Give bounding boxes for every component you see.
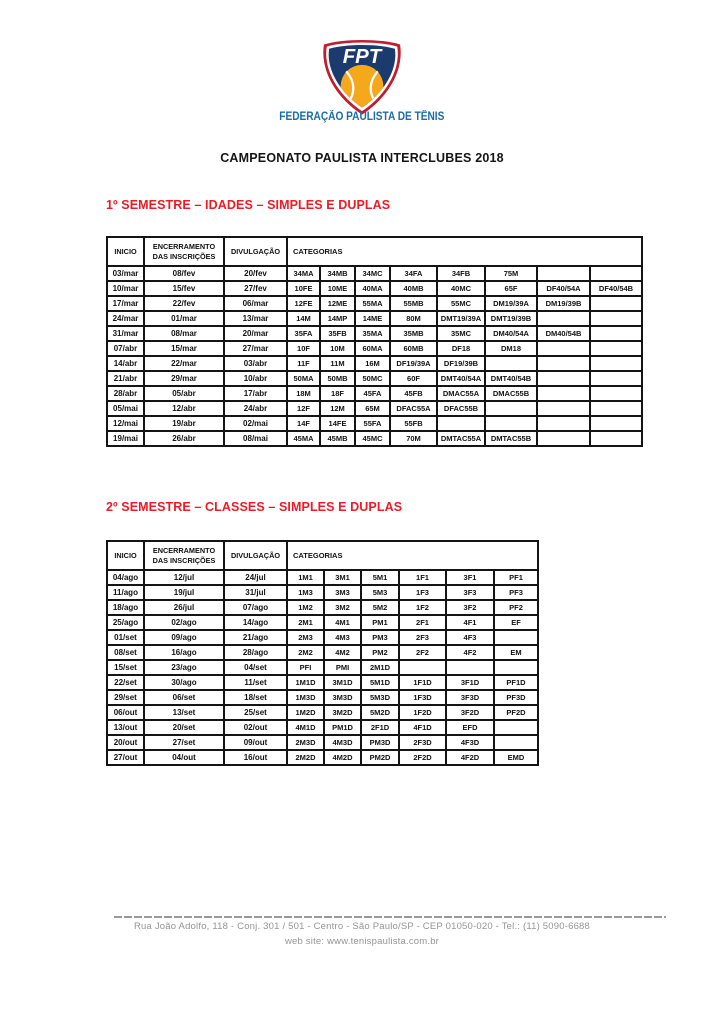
date-cell: 09/ago <box>144 630 224 645</box>
category-cell: PM2 <box>361 645 399 660</box>
category-cell: 4M1D <box>287 720 324 735</box>
category-cell: 45MC <box>355 431 390 446</box>
date-cell: 04/set <box>224 660 287 675</box>
category-cell: 1F2D <box>399 705 446 720</box>
category-cell: 5M1D <box>361 675 399 690</box>
category-cell: 4F1D <box>399 720 446 735</box>
category-cell: 45MA <box>287 431 320 446</box>
category-cell: 60MB <box>390 341 437 356</box>
category-cell: 40MA <box>355 281 390 296</box>
category-cell <box>494 720 538 735</box>
category-cell: 35MC <box>437 326 485 341</box>
category-cell: 3F1D <box>446 675 494 690</box>
table-row <box>107 416 642 431</box>
category-cell: 11M <box>320 356 355 371</box>
table-row <box>107 675 538 690</box>
category-cell <box>485 356 537 371</box>
category-cell: 2F2D <box>399 750 446 765</box>
category-cell: 4M3 <box>324 630 361 645</box>
date-cell: 25/ago <box>107 615 144 630</box>
category-cell: DM40/54B <box>537 326 590 341</box>
table-row <box>107 431 642 446</box>
category-cell <box>399 660 446 675</box>
table-row <box>107 266 642 281</box>
category-cell: 60MA <box>355 341 390 356</box>
date-cell: 07/abr <box>107 341 144 356</box>
date-cell: 23/ago <box>144 660 224 675</box>
category-cell: 2M1D <box>361 660 399 675</box>
category-cell: 3F3 <box>446 585 494 600</box>
date-cell: 27/fev <box>224 281 287 296</box>
date-cell: 29/mar <box>144 371 224 386</box>
date-cell: 25/set <box>224 705 287 720</box>
date-cell: 21/abr <box>107 371 144 386</box>
date-cell: 27/set <box>144 735 224 750</box>
table-row <box>107 735 538 750</box>
column-header-divulgacao: DIVULGAÇÃO <box>224 237 287 266</box>
category-cell: 3F2 <box>446 600 494 615</box>
column-header-inicio: INICIO <box>107 237 144 266</box>
category-cell: 3M1 <box>324 570 361 585</box>
category-cell <box>485 416 537 431</box>
category-cell <box>590 386 642 401</box>
table-row <box>107 356 642 371</box>
category-cell: DFAC55A <box>390 401 437 416</box>
date-cell: 09/out <box>224 735 287 750</box>
category-cell: 75M <box>485 266 537 281</box>
date-cell: 02/out <box>224 720 287 735</box>
table-row <box>107 341 642 356</box>
category-cell <box>537 356 590 371</box>
table-row <box>107 600 538 615</box>
category-cell <box>590 356 642 371</box>
category-cell: 4F3 <box>446 630 494 645</box>
table-row <box>107 645 538 660</box>
table-row <box>107 615 538 630</box>
category-cell: 4F2D <box>446 750 494 765</box>
category-cell: EF <box>494 615 538 630</box>
category-cell <box>437 416 485 431</box>
table-row <box>107 705 538 720</box>
date-cell: 15/mar <box>144 341 224 356</box>
category-cell <box>590 311 642 326</box>
category-cell: 14M <box>287 311 320 326</box>
category-cell: 55MA <box>355 296 390 311</box>
date-cell: 17/mar <box>107 296 144 311</box>
date-cell: 12/abr <box>144 401 224 416</box>
category-cell: 5M2 <box>361 600 399 615</box>
category-cell: 40MC <box>437 281 485 296</box>
category-cell <box>590 431 642 446</box>
category-cell: 4M2D <box>324 750 361 765</box>
category-cell <box>537 401 590 416</box>
category-cell: DMTAC55B <box>485 431 537 446</box>
category-cell: 2M2D <box>287 750 324 765</box>
section-heading-semester-2: 2º SEMESTRE – CLASSES – SIMPLES E DUPLAS <box>106 500 403 514</box>
category-cell: EMD <box>494 750 538 765</box>
date-cell: 16/ago <box>144 645 224 660</box>
category-cell: 18M <box>287 386 320 401</box>
category-cell: 65M <box>355 401 390 416</box>
date-cell: 15/set <box>107 660 144 675</box>
date-cell: 28/ago <box>224 645 287 660</box>
category-cell: 3M2D <box>324 705 361 720</box>
category-cell: DM18 <box>485 341 537 356</box>
date-cell: 12/jul <box>144 570 224 585</box>
category-cell: DMTAC55A <box>437 431 485 446</box>
category-cell: DF19/39A <box>390 356 437 371</box>
category-cell: 1M1 <box>287 570 324 585</box>
category-cell <box>590 371 642 386</box>
table-row <box>107 570 538 585</box>
table-row <box>107 296 642 311</box>
schedule-table-semester-1 <box>106 236 643 447</box>
category-cell: 3M3 <box>324 585 361 600</box>
table-row <box>107 281 642 296</box>
category-cell: 34FA <box>390 266 437 281</box>
date-cell: 13/out <box>107 720 144 735</box>
category-cell: 65F <box>485 281 537 296</box>
category-cell: 1F2 <box>399 600 446 615</box>
schedule-table-semester-2 <box>106 540 539 766</box>
date-cell: 08/set <box>107 645 144 660</box>
category-cell: 55MC <box>437 296 485 311</box>
category-cell: PF2 <box>494 600 538 615</box>
category-cell: 50MB <box>320 371 355 386</box>
category-cell: PF1 <box>494 570 538 585</box>
category-cell: DMAC55A <box>437 386 485 401</box>
footer-address: Rua João Adolfo, 118 - Conj. 301 / 501 - Centro - São Paulo/SP - CEP 01050-020 - Tel.: (11) 5090-6688 <box>133 921 591 932</box>
category-cell: 4M1 <box>324 615 361 630</box>
date-cell: 31/mar <box>107 326 144 341</box>
category-cell <box>590 296 642 311</box>
category-cell: 14MP <box>320 311 355 326</box>
date-cell: 06/out <box>107 705 144 720</box>
category-cell: 45MB <box>320 431 355 446</box>
page-title: CAMPEONATO PAULISTA INTERCLUBES 2018 <box>220 151 504 165</box>
column-header-encerramento: ENCERRAMENTO DAS INSCRIÇÕES <box>144 541 224 570</box>
category-cell: 5M1 <box>361 570 399 585</box>
category-cell: 12FE <box>287 296 320 311</box>
category-cell: 14F <box>287 416 320 431</box>
logo-fpt-text: FPT <box>342 46 382 69</box>
category-cell: 2F3 <box>399 630 446 645</box>
category-cell: PF2D <box>494 705 538 720</box>
table-row <box>107 690 538 705</box>
table-row <box>107 311 642 326</box>
date-cell: 14/abr <box>107 356 144 371</box>
category-cell: 2M3D <box>287 735 324 750</box>
organization-name: FEDERAÇÃO PAULISTA DE TÊNIS <box>279 111 445 123</box>
footer-website: web site: www.tenispaulista.com.br <box>284 936 440 947</box>
header-row <box>107 237 642 266</box>
date-cell: 19/abr <box>144 416 224 431</box>
category-cell: 45FB <box>390 386 437 401</box>
date-cell: 19/mai <box>107 431 144 446</box>
category-cell: EM <box>494 645 538 660</box>
category-cell <box>590 416 642 431</box>
date-cell: 22/fev <box>144 296 224 311</box>
category-cell: 3M2 <box>324 600 361 615</box>
category-cell: 16M <box>355 356 390 371</box>
category-cell: 80M <box>390 311 437 326</box>
date-cell: 05/mai <box>107 401 144 416</box>
category-cell <box>590 341 642 356</box>
category-cell: 70M <box>390 431 437 446</box>
category-cell: DM19/39A <box>485 296 537 311</box>
category-cell: DMAC55B <box>485 386 537 401</box>
date-cell: 13/mar <box>224 311 287 326</box>
date-cell: 15/fev <box>144 281 224 296</box>
category-cell <box>537 386 590 401</box>
column-header-divulgacao: DIVULGAÇÃO <box>224 541 287 570</box>
category-cell: 35FA <box>287 326 320 341</box>
category-cell: PM3D <box>361 735 399 750</box>
date-cell: 24/jul <box>224 570 287 585</box>
date-cell: 16/out <box>224 750 287 765</box>
category-cell: 12ME <box>320 296 355 311</box>
date-cell: 06/mar <box>224 296 287 311</box>
column-header-categorias: CATEGORIAS <box>287 237 642 266</box>
date-cell: 08/fev <box>144 266 224 281</box>
category-cell: 40MB <box>390 281 437 296</box>
date-cell: 10/mar <box>107 281 144 296</box>
category-cell: 1F3D <box>399 690 446 705</box>
category-cell: PF3 <box>494 585 538 600</box>
date-cell: 20/out <box>107 735 144 750</box>
category-cell: 50MC <box>355 371 390 386</box>
category-cell: 3M3D <box>324 690 361 705</box>
category-cell: 4F3D <box>446 735 494 750</box>
date-cell: 03/mar <box>107 266 144 281</box>
date-cell: 19/jul <box>144 585 224 600</box>
category-cell: 55MB <box>390 296 437 311</box>
table-row <box>107 386 642 401</box>
category-cell: 4F1 <box>446 615 494 630</box>
category-cell: 45FA <box>355 386 390 401</box>
category-cell: 2F2 <box>399 645 446 660</box>
category-cell: 10M <box>320 341 355 356</box>
date-cell: 02/ago <box>144 615 224 630</box>
category-cell: DMT19/39A <box>437 311 485 326</box>
category-cell: 3F3D <box>446 690 494 705</box>
category-cell: 34MC <box>355 266 390 281</box>
category-cell: 5M2D <box>361 705 399 720</box>
category-cell: DFAC55B <box>437 401 485 416</box>
category-cell: 2F3D <box>399 735 446 750</box>
date-cell: 08/mar <box>144 326 224 341</box>
category-cell: 10F <box>287 341 320 356</box>
category-cell: PF1D <box>494 675 538 690</box>
date-cell: 11/set <box>224 675 287 690</box>
category-cell: 50MA <box>287 371 320 386</box>
category-cell: PMI <box>324 660 361 675</box>
category-cell: 12F <box>287 401 320 416</box>
category-cell: 1M1D <box>287 675 324 690</box>
category-cell: 2M2 <box>287 645 324 660</box>
date-cell: 11/ago <box>107 585 144 600</box>
category-cell <box>494 660 538 675</box>
category-cell: 1F1 <box>399 570 446 585</box>
category-cell: 10FE <box>287 281 320 296</box>
date-cell: 12/mai <box>107 416 144 431</box>
category-cell <box>590 266 642 281</box>
date-cell: 05/abr <box>144 386 224 401</box>
category-cell <box>537 311 590 326</box>
footer-divider <box>114 916 666 918</box>
date-cell: 17/abr <box>224 386 287 401</box>
column-header-categorias: CATEGORIAS <box>287 541 538 570</box>
category-cell: PM2D <box>361 750 399 765</box>
date-cell: 02/mai <box>224 416 287 431</box>
date-cell: 30/ago <box>144 675 224 690</box>
date-cell: 01/mar <box>144 311 224 326</box>
table-row <box>107 660 538 675</box>
category-cell: 34MA <box>287 266 320 281</box>
column-header-inicio: INICIO <box>107 541 144 570</box>
category-cell: 1M3D <box>287 690 324 705</box>
category-cell: 34FB <box>437 266 485 281</box>
date-cell: 04/ago <box>107 570 144 585</box>
date-cell: 04/out <box>144 750 224 765</box>
category-cell: 11F <box>287 356 320 371</box>
category-cell: 14ME <box>355 311 390 326</box>
date-cell: 27/out <box>107 750 144 765</box>
category-cell: DF19/39B <box>437 356 485 371</box>
date-cell: 18/set <box>224 690 287 705</box>
date-cell: 07/ago <box>224 600 287 615</box>
date-cell: 24/abr <box>224 401 287 416</box>
category-cell: 35MA <box>355 326 390 341</box>
table-row <box>107 371 642 386</box>
category-cell: 14FE <box>320 416 355 431</box>
category-cell: DMT19/39B <box>485 311 537 326</box>
category-cell: DF40/54A <box>537 281 590 296</box>
category-cell: 1M2 <box>287 600 324 615</box>
category-cell <box>494 735 538 750</box>
date-cell: 01/set <box>107 630 144 645</box>
category-cell: PM3 <box>361 630 399 645</box>
category-cell <box>537 431 590 446</box>
date-cell: 26/jul <box>144 600 224 615</box>
table-row <box>107 720 538 735</box>
date-cell: 08/mai <box>224 431 287 446</box>
category-cell <box>590 326 642 341</box>
table-row <box>107 401 642 416</box>
table-row <box>107 750 538 765</box>
category-cell: PF3D <box>494 690 538 705</box>
category-cell: 5M3D <box>361 690 399 705</box>
category-cell: 2F1D <box>361 720 399 735</box>
date-cell: 13/set <box>144 705 224 720</box>
category-cell: 1F3 <box>399 585 446 600</box>
date-cell: 22/set <box>107 675 144 690</box>
date-cell: 20/set <box>144 720 224 735</box>
date-cell: 21/ago <box>224 630 287 645</box>
category-cell: 3M1D <box>324 675 361 690</box>
category-cell: 10ME <box>320 281 355 296</box>
category-cell: DF18 <box>437 341 485 356</box>
category-cell: 34MB <box>320 266 355 281</box>
date-cell: 26/abr <box>144 431 224 446</box>
date-cell: 14/ago <box>224 615 287 630</box>
date-cell: 18/ago <box>107 600 144 615</box>
fpt-shield-logo-icon <box>315 38 409 116</box>
table-row <box>107 585 538 600</box>
category-cell <box>537 341 590 356</box>
category-cell: EFD <box>446 720 494 735</box>
category-cell: PM1D <box>324 720 361 735</box>
date-cell: 24/mar <box>107 311 144 326</box>
date-cell: 22/mar <box>144 356 224 371</box>
category-cell: 4F2 <box>446 645 494 660</box>
category-cell: PM1 <box>361 615 399 630</box>
category-cell: 3F2D <box>446 705 494 720</box>
category-cell: 2M1 <box>287 615 324 630</box>
category-cell: 12M <box>320 401 355 416</box>
category-cell <box>537 266 590 281</box>
category-cell <box>485 401 537 416</box>
date-cell: 03/abr <box>224 356 287 371</box>
category-cell: 35MB <box>390 326 437 341</box>
logo-block <box>0 38 724 121</box>
date-cell: 20/mar <box>224 326 287 341</box>
category-cell: 2M3 <box>287 630 324 645</box>
category-cell: 60F <box>390 371 437 386</box>
table-row <box>107 326 642 341</box>
category-cell: 2F1 <box>399 615 446 630</box>
section-heading-semester-1: 1º SEMESTRE – IDADES – SIMPLES E DUPLAS <box>106 198 391 212</box>
category-cell: 4M2 <box>324 645 361 660</box>
category-cell <box>446 660 494 675</box>
category-cell: DMT40/54B <box>485 371 537 386</box>
category-cell <box>590 401 642 416</box>
table-row <box>107 630 538 645</box>
category-cell: 1F1D <box>399 675 446 690</box>
category-cell: DMT40/54A <box>437 371 485 386</box>
category-cell <box>537 371 590 386</box>
date-cell: 27/mar <box>224 341 287 356</box>
date-cell: 20/fev <box>224 266 287 281</box>
category-cell: DM19/39B <box>537 296 590 311</box>
category-cell <box>494 630 538 645</box>
category-cell: PFI <box>287 660 324 675</box>
category-cell: 55FA <box>355 416 390 431</box>
category-cell: 4M3D <box>324 735 361 750</box>
category-cell: 55FB <box>390 416 437 431</box>
header-row <box>107 541 538 570</box>
date-cell: 29/set <box>107 690 144 705</box>
category-cell: 3F1 <box>446 570 494 585</box>
category-cell <box>537 416 590 431</box>
category-cell: DM40/54A <box>485 326 537 341</box>
date-cell: 06/set <box>144 690 224 705</box>
category-cell: 1M3 <box>287 585 324 600</box>
category-cell: 18F <box>320 386 355 401</box>
date-cell: 31/jul <box>224 585 287 600</box>
category-cell: DF40/54B <box>590 281 642 296</box>
column-header-encerramento: ENCERRAMENTO DAS INSCRIÇÕES <box>144 237 224 266</box>
category-cell: 35FB <box>320 326 355 341</box>
date-cell: 28/abr <box>107 386 144 401</box>
category-cell: 5M3 <box>361 585 399 600</box>
category-cell: 1M2D <box>287 705 324 720</box>
date-cell: 10/abr <box>224 371 287 386</box>
